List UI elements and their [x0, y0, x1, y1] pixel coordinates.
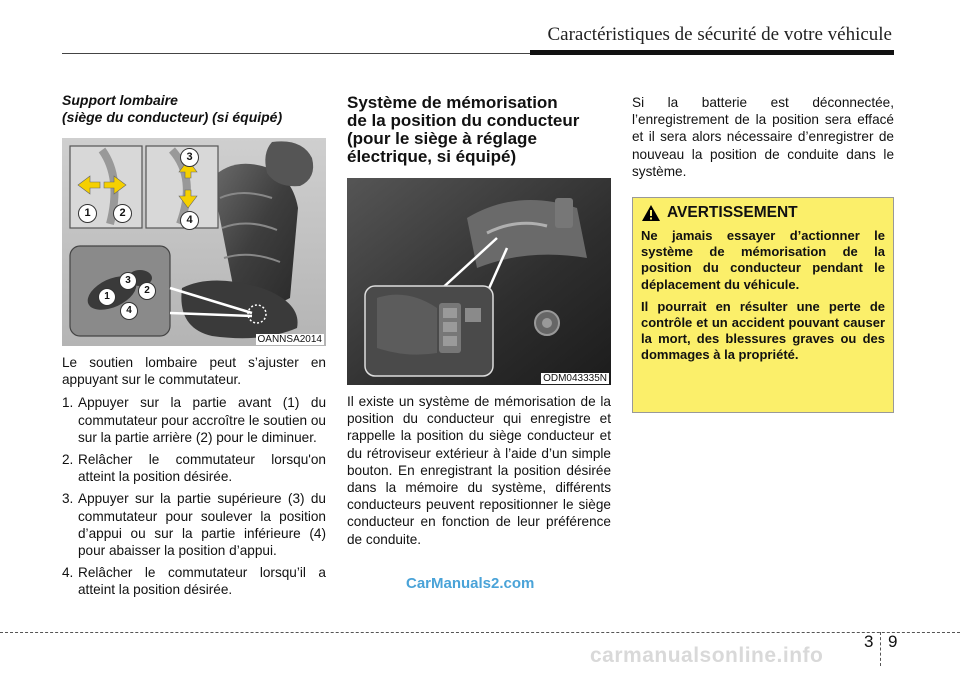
lumbar-seat-figure	[62, 138, 326, 346]
callout-2-top: 2	[113, 204, 132, 223]
warning-text-1: Ne jamais essayer d’actionner le système de mémorisation de la position du conducteur pendant le déplacement du véhicule.	[641, 228, 885, 292]
column-memory	[347, 94, 611, 548]
list-item: 2. Relâcher le commutateur lorsqu'on atteint la position désirée.	[62, 452, 326, 485]
chapter-number: 3	[864, 632, 874, 651]
door-memory-figure	[347, 178, 611, 385]
warning-text-2: Il pourrait en résulter une perte de contrôle et un accident pouvant causer la mort, des blessures graves ou des dommages à la propriété.	[641, 298, 885, 363]
lumbar-heading-line2: (siège du conducteur) (si équipé)	[62, 109, 283, 125]
callout-3-top: 3	[180, 148, 199, 167]
figure-code: ODM043335N	[543, 373, 607, 384]
header-rule-thick	[530, 50, 894, 55]
page-number: 9	[888, 632, 898, 651]
site-watermark: carmanualsonline.info	[590, 644, 824, 667]
callout-4-top: 4	[180, 211, 199, 230]
callout-3-bottom: 3	[119, 272, 137, 290]
column-battery-note	[632, 94, 894, 180]
memory-heading-line4: électrique, si équipé)	[347, 147, 517, 166]
list-item: 3. Appuyer sur la partie supérieure (3) du commutateur pour soulever la position d’appui ou sur la partie inférieure (4) pour abaisser la position d’appui.	[62, 491, 326, 559]
lumbar-heading	[62, 92, 326, 126]
callout-1-top: 1	[78, 204, 97, 223]
door-illustration	[347, 178, 611, 385]
warning-box	[632, 197, 894, 413]
callout-2-bottom: 2	[138, 282, 156, 300]
memory-heading	[347, 94, 611, 166]
memory-body: Il existe un système de mémorisation de la position du conducteur qui enregistre et rappelle la position du siège conducteur et du rétroviseur extérieur à l’aide d’un simple bouton. En enregistrant la position désirée dans la mémoire du système, différents conducteurs peuvent repositionner le siège conducteur en fonction de leur préférence de conduite.	[347, 394, 611, 547]
lumbar-intro: Le soutien lombaire peut s’ajuster en appuyant sur le commutateur.	[62, 355, 326, 388]
footer-divider	[880, 632, 881, 666]
header-title: Caractéristiques de sécurité de votre véhicule	[547, 24, 892, 45]
footer-rule	[0, 632, 960, 633]
warning-title: AVERTISSEMENT	[667, 204, 798, 221]
battery-note: Si la batterie est déconnectée, l’enregistrement de la position sera effacé et il sera alors nécessaire d’enregistrer de nouveau la position de conduite dans le système.	[632, 95, 894, 179]
header-rule	[62, 53, 530, 54]
callout-4-bottom: 4	[120, 302, 138, 320]
memory-heading-line1: Système de mémorisation	[347, 93, 558, 112]
warning-header	[641, 204, 885, 222]
warning-triangle-icon	[641, 204, 661, 222]
column-lumbar	[62, 92, 326, 604]
figure-code: OANNSA2014	[257, 334, 322, 345]
watermark-carmanuals: CarManuals2.com	[406, 575, 535, 592]
list-item: 4. Relâcher le commutateur lorsqu’il a atteint la position désirée.	[62, 565, 326, 598]
memory-heading-line2: de la position du conducteur	[347, 111, 580, 130]
callout-1-bottom: 1	[98, 288, 116, 306]
seat-illustration	[62, 138, 326, 346]
lumbar-heading-line1: Support lombaire	[62, 92, 178, 108]
list-item: 1. Appuyer sur la partie avant (1) du commutateur pour accroître le soutien ou sur la partie arrière (2) pour le diminuer.	[62, 395, 326, 445]
memory-heading-line3: (pour le siège à réglage	[347, 129, 537, 148]
lumbar-steps	[62, 394, 326, 598]
